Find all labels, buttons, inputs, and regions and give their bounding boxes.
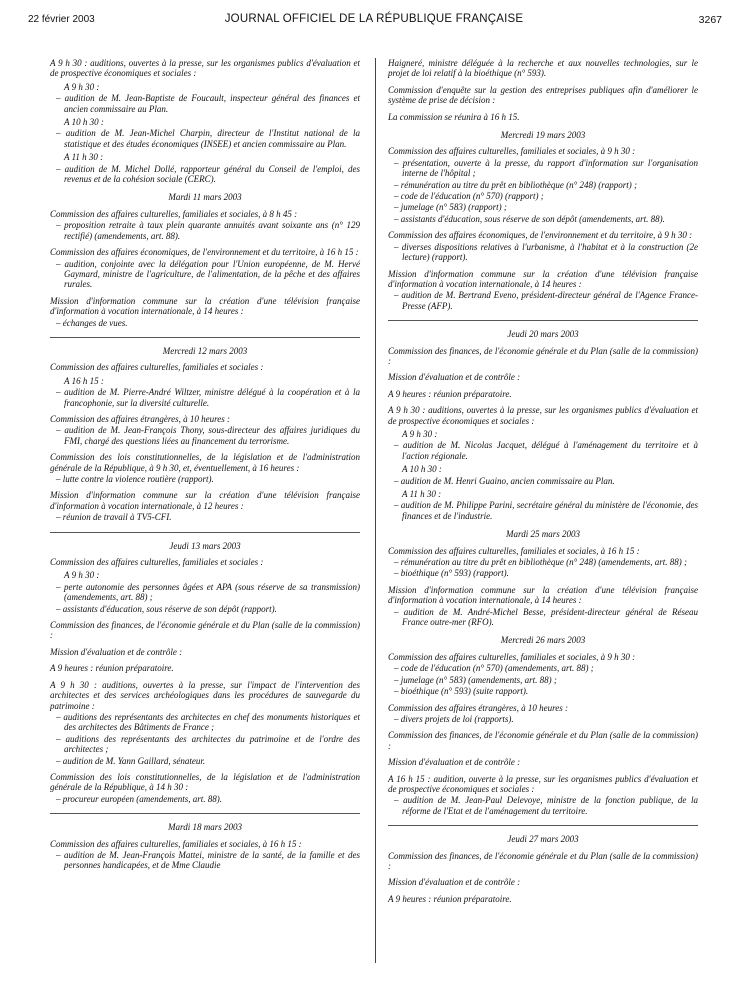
day-heading: Mardi 11 mars 2003	[168, 192, 242, 203]
time-slot: A 9 h 30 :	[402, 428, 438, 439]
agenda-paragraph: Commission des affaires culturelles, familiales et sociales, à 9 h 30 :	[388, 651, 636, 662]
agenda-paragraph: Commission des affaires culturelles, familiales et sociales :	[50, 557, 264, 568]
agenda-item: – auditions des représentants des architectes du patrimoine et de l'ordre des architectes ;	[50, 734, 360, 755]
agenda-paragraph: A 9 heures : réunion préparatoire.	[50, 663, 174, 674]
agenda-item: – audition, conjointe avec la délégation pour l'Union européenne, de M. Hervé Gaymard, ministre de l'agriculture, de l'alimentation, de la pêche et des affaires rurales.	[50, 259, 360, 290]
agenda-item: – auditions des représentants des architectes en chef des monuments historiques et des architectes des Bâtiments de France ;	[50, 712, 360, 733]
day-heading: Jeudi 13 mars 2003	[169, 540, 241, 551]
agenda-item: – audition de M. Jean-Michel Charpin, directeur de l'Institut national de la statistique et des études économiques (INSEE) et ancien commissaire au Plan.	[50, 128, 360, 149]
agenda-paragraph: Commission des affaires culturelles, familiales et sociales :	[50, 362, 264, 373]
day-heading: Mercredi 12 mars 2003	[162, 345, 248, 356]
header-title: JOURNAL OFFICIEL DE LA RÉPUBLIQUE FRANÇAISE	[224, 13, 524, 25]
agenda-item: – audition de M. Nicolas Jacquet, délégué à l'aménagement du territoire et à l'action régionale.	[388, 440, 698, 461]
agenda-item: – audition de M. Jean-Baptiste de Foucault, inspecteur général des finances et ancien commissaire au Plan.	[50, 93, 360, 114]
agenda-paragraph: Commission des finances, de l'économie générale et du Plan (salle de la commission) :	[50, 620, 360, 641]
agenda-item: – perte autonomie des personnes âgées et APA (sous réserve de sa transmission) (amendements, art. 88) ;	[50, 582, 360, 603]
section-separator	[388, 320, 698, 321]
agenda-paragraph: Commission d'enquête sur la gestion des entreprises publiques afin d'améliorer le système de prise de décision :	[388, 84, 698, 106]
agenda-item: – audition de M. Jean-Paul Delevoye, ministre de la fonction publique, de la réforme de l'Etat et de l'aménagement du territoire.	[388, 795, 698, 816]
agenda-item: – rémunération au titre du prêt en bibliothèque (n° 248) (rapport) ;	[388, 180, 698, 190]
agenda-item: – code de l'éducation (n° 570) (amendements, art. 88) ;	[388, 663, 698, 673]
day-heading: Mardi 25 mars 2003	[506, 529, 580, 540]
agenda-paragraph: Commission des affaires économiques, de l'environnement et du territoire, à 9 h 30 :	[388, 230, 693, 241]
time-slot: A 9 h 30 :	[64, 570, 100, 581]
agenda-paragraph: Commission des affaires culturelles, familiales et sociales, à 16 h 15 :	[50, 838, 302, 849]
agenda-item: – bioéthique (n° 593) (suite rapport).	[388, 686, 698, 696]
agenda-item: – jumelage (n° 583) (rapport) ;	[388, 202, 698, 212]
day-heading: Mercredi 26 mars 2003	[500, 635, 586, 646]
page-header	[0, 0, 748, 40]
agenda-item: – lutte contre la violence routière (rapport).	[50, 474, 360, 484]
agenda-item: – réunion de travail à TV5-CFI.	[50, 512, 360, 522]
agenda-paragraph: La commission se réunira à 16 h 15.	[388, 111, 520, 122]
continued-text: Haigneré, ministre déléguée à la recherche et aux nouvelles technologies, sur le projet de loi relatif à la bioéthique (n° 593).	[388, 58, 698, 79]
agenda-paragraph: Commission des affaires étrangères, à 10 heures :	[388, 702, 568, 713]
time-slot: A 10 h 30 :	[64, 117, 104, 128]
agenda-item: – audition de M. Henri Guaino, ancien commissaire au Plan.	[388, 476, 698, 486]
agenda-item: – assistants d'éducation, sous réserve de son dépôt (rapport).	[50, 604, 360, 614]
agenda-item: – audition de M. Philippe Parini, secrétaire général du ministère de l'économie, des finances et de l'industrie.	[388, 500, 698, 521]
agenda-item: – audition de M. André-Michel Besse, président-directeur général de Réseau France outre-mer (RFO).	[388, 607, 698, 628]
column-divider	[375, 58, 376, 963]
agenda-paragraph: A 9 h 30 : auditions, ouvertes à la presse, sur les organismes publics d'évaluation et de prospective économiques et sociales :	[50, 58, 360, 79]
agenda-paragraph: Commission des finances, de l'économie générale et du Plan (salle de la commission) :	[388, 730, 698, 751]
agenda-paragraph: Mission d'évaluation et de contrôle :	[388, 757, 521, 768]
agenda-item: – présentation, ouverte à la presse, du rapport d'information sur l'organisation interne de l'hôpital ;	[388, 158, 698, 179]
agenda-paragraph: Mission d'évaluation et de contrôle :	[388, 372, 521, 383]
day-heading: Mardi 18 mars 2003	[168, 822, 242, 833]
agenda-item: – audition de M. Yann Gaillard, sénateur.	[50, 756, 360, 766]
section-separator	[50, 813, 360, 814]
agenda-item: – procureur européen (amendements, art. 88).	[50, 794, 360, 804]
agenda-item: – bioéthique (n° 593) (rapport).	[388, 568, 698, 578]
agenda-paragraph: Commission des affaires étrangères, à 10 heures :	[50, 413, 230, 424]
agenda-item: – jumelage (n° 583) (amendements, art. 88) ;	[388, 675, 698, 685]
time-slot: A 16 h 15 :	[64, 375, 104, 386]
agenda-paragraph: Mission d'évaluation et de contrôle :	[50, 646, 183, 657]
agenda-paragraph: Commission des lois constitutionnelles, de la législation et de l'administration générale de la République, à 9 h 30, et, éventuellement, à 16 heures :	[50, 452, 360, 473]
time-slot: A 9 h 30 :	[64, 81, 100, 92]
section-separator	[388, 825, 698, 826]
agenda-item: – audition de M. Michel Dollé, rapporteur général du Conseil de l'emploi, des revenus et de la cohésion sociale (CERC).	[50, 164, 360, 185]
day-heading: Jeudi 27 mars 2003	[507, 834, 579, 845]
agenda-paragraph: Commission des affaires culturelles, familiales et sociales, à 8 h 45 :	[50, 208, 298, 219]
agenda-item: – code de l'éducation (n° 570) (rapport) ;	[388, 191, 698, 201]
agenda-item: – audition de M. Pierre-André Wiltzer, ministre délégué à la coopération et à la francophonie, sur la diversité culturelle.	[50, 387, 360, 408]
agenda-paragraph: Mission d'information commune sur la création d'une télévision française d'information à vocation internationale, à 14 heures :	[50, 295, 360, 317]
agenda-item: – proposition retraite à taux plein quarante annuités avant soixante ans (n° 129 rectifié) (amendements, art. 88).	[50, 220, 360, 241]
agenda-paragraph: Commission des lois constitutionnelles, de la législation et de l'administration générale de la République, à 14 h 30 :	[50, 771, 360, 793]
time-slot: A 11 h 30 :	[402, 489, 442, 499]
day-heading: Mercredi 19 mars 2003	[500, 130, 586, 141]
agenda-paragraph: Mission d'évaluation et de contrôle :	[388, 877, 521, 888]
right-column	[388, 58, 698, 904]
page-number: 3267	[698, 14, 722, 26]
time-slot: A 11 h 30 :	[64, 152, 104, 163]
section-separator	[50, 337, 360, 338]
agenda-item: – échanges de vues.	[50, 318, 360, 328]
agenda-item: – divers projets de loi (rapports).	[388, 714, 698, 724]
agenda-paragraph: Commission des affaires culturelles, familiales et sociales, à 9 h 30 :	[388, 146, 636, 157]
agenda-item: – audition de M. Bertrand Eveno, président-directeur général de l'Agence France-Presse (AFP).	[388, 290, 698, 311]
agenda-item: – audition de M. Jean-François Mattei, ministre de la santé, de la famille et des personnes handicapées, et de Mme Claudie	[50, 850, 360, 871]
agenda-paragraph: Mission d'information commune sur la création d'une télévision française d'information à vocation internationale, à 14 heures :	[388, 584, 698, 606]
agenda-item: – rémunération au titre du prêt en bibliothèque (n° 248) (amendements, art. 88) ;	[388, 557, 698, 567]
time-slot: A 10 h 30 :	[402, 464, 442, 475]
section-separator	[50, 532, 360, 533]
agenda-paragraph: Mission d'information commune sur la création d'une télévision française d'information à vocation internationale, à 14 heures :	[388, 268, 698, 289]
agenda-paragraph: A 16 h 15 : audition, ouverte à la presse, sur les organismes publics d'évaluation et de prospective économiques et sociales :	[388, 773, 698, 794]
agenda-item: – audition de M. Jean-François Thony, sous-directeur des affaires juridiques du FMI, chargé des questions liées au financement du terrorisme.	[50, 425, 360, 446]
agenda-paragraph: Commission des affaires culturelles, familiales et sociales, à 16 h 15 :	[388, 545, 640, 556]
agenda-paragraph: A 9 heures : réunion préparatoire.	[388, 893, 512, 904]
agenda-paragraph: A 9 heures : réunion préparatoire.	[388, 388, 512, 399]
day-heading: Jeudi 20 mars 2003	[507, 329, 579, 340]
left-column	[50, 58, 360, 871]
agenda-paragraph: A 9 h 30 : auditions, ouvertes à la presse, sur l'impact de l'intervention des architectes et des services archéologiques dans les procédures de sauvegarde du patrimoine :	[50, 679, 360, 711]
agenda-paragraph: A 9 h 30 : auditions, ouvertes à la presse, sur les organismes publics d'évaluation et de prospective économiques et sociales :	[388, 405, 698, 426]
agenda-paragraph: Commission des finances, de l'économie générale et du Plan (salle de la commission) :	[388, 850, 698, 871]
agenda-item: – assistants d'éducation, sous réserve de son dépôt (amendements, art. 88).	[388, 214, 698, 224]
agenda-paragraph: Mission d'information commune sur la création d'une télévision française d'information à vocation internationale, à 12 heures :	[50, 490, 360, 511]
agenda-paragraph: Commission des affaires économiques, de l'environnement et du territoire, à 16 h 15 :	[50, 247, 359, 258]
header-date: 22 février 2003	[28, 14, 95, 25]
agenda-item: – diverses dispositions relatives à l'urbanisme, à l'habitat et à la construction (2e lecture) (rapport).	[388, 242, 698, 263]
agenda-paragraph: Commission des finances, de l'économie générale et du Plan (salle de la commission) :	[388, 345, 698, 366]
